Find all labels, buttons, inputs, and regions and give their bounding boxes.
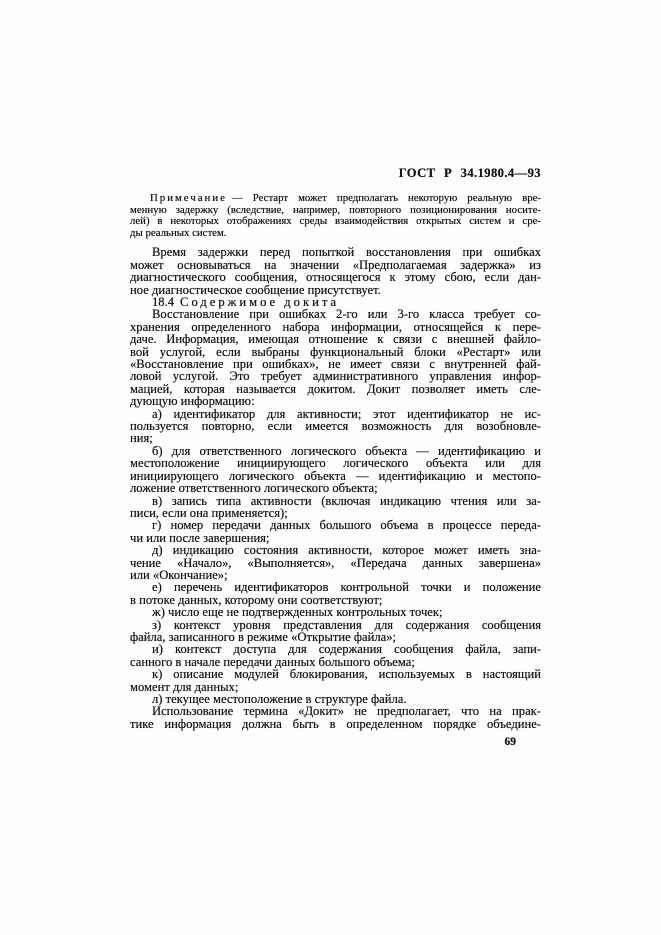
body-text — [130, 246, 541, 730]
text-line: в) запись типа активности (включая индикацию чтения или за- — [152, 493, 541, 508]
text-line: санного в начале передачи данных большого объема; — [130, 654, 415, 669]
list-item-v — [130, 495, 541, 520]
text-line: или «Окончание»; — [130, 567, 228, 582]
section-number: 18.4 — [152, 295, 175, 309]
text-line: л) текущее местоположение в структуре файла. — [152, 692, 407, 706]
text-line: чение «Начало», «Выполняется», «Передача данных завершена» — [130, 555, 541, 570]
text-line: может основываться на значении «Предполагаемая задержка» из — [130, 257, 541, 272]
list-item-zh — [130, 606, 541, 618]
paragraph-docket-intro — [130, 308, 541, 407]
text-line: тике информация должна быть в определенном порядке объедине- — [130, 716, 541, 731]
text-line: Восстановление при ошибках 2-го или 3-го класса требует со- — [152, 307, 541, 322]
note-line: менную задержку (вследствие, например, повторного позиционирования носите- — [130, 203, 541, 216]
text-line: инициирующего логического объекта — идентификацию и местопо- — [130, 468, 541, 483]
text-line: ж) число еще не подтвержденных контрольных точек; — [152, 605, 443, 620]
text-line: г) номер передачи данных большого объема в процессе переда- — [152, 518, 541, 533]
text-line: писи, если она применяется); — [130, 505, 288, 520]
text-line: Использование термина «Докит» не предполагает, что на прак- — [152, 704, 541, 719]
text-line: даче. Информация, имеющая отношение к связи с внешней файло- — [130, 332, 541, 347]
text-line: местоположение инициирующего логического объекта или для — [130, 456, 541, 471]
text-line: и) контекст доступа для содержания сообщения файла, запи- — [152, 642, 541, 657]
text-block — [130, 167, 541, 748]
list-item-b — [130, 445, 541, 495]
list-item-a — [130, 408, 541, 445]
note-label: Примечание — [150, 192, 227, 204]
text-line: вой услугой, если выбраны функциональный блоки «Рестарт» или — [130, 344, 541, 359]
note-line: лей) в некоторых отображениях среды взаимодействия открытых систем и сре- — [130, 215, 541, 228]
text-line: хранения определенного набора информации, относящейся к пере- — [130, 319, 541, 334]
list-item-g — [130, 519, 541, 544]
text-line: з) контекст уровня представления для содержания сообщения — [152, 617, 541, 632]
list-item-z — [130, 619, 541, 644]
note-line: ды реальных систем. — [130, 226, 227, 239]
text-line: «Восстановление при ошибках», не имеет связи с внутренней фай- — [130, 357, 541, 372]
text-line: файла, записанного в режиме «Открытие файла»; — [130, 629, 396, 644]
list-item-d — [130, 544, 541, 581]
note-line-text: — Рестарт может предполагать некоторую реальную вре- — [231, 192, 541, 204]
section-title: Содержимое докита — [180, 295, 340, 309]
text-line: ное диагностическое сообщение присутствует. — [130, 282, 381, 297]
note-line — [130, 193, 541, 205]
text-line: ловой услугой. Это требует административного управления инфор- — [130, 369, 541, 384]
text-line: пользуется повторно, если имеется возможность для возобновле- — [130, 419, 541, 434]
text-line: чи или после завершения; — [130, 530, 270, 545]
text-line: к) описание модулей блокирования, используемых в настоящий — [152, 667, 541, 682]
text-line: д) индикацию состояния активности, которое может иметь зна- — [152, 543, 541, 558]
text-line: дующую информацию: — [130, 394, 255, 409]
text-line: а) идентификатор для активности; этот идентификатор не ис- — [152, 406, 541, 421]
text-line: Время задержки перед попыткой восстановления при ошибках — [152, 245, 541, 260]
text-line: момент для данных; — [130, 679, 239, 694]
list-item-k — [130, 668, 541, 693]
page-number: 69 — [504, 736, 516, 749]
note-paragraph — [130, 193, 541, 239]
text-line: б) для ответственного логического объекта — идентификацию и — [152, 443, 541, 458]
list-item-i — [130, 643, 541, 668]
text-line: диагностического сообщения, относящегося к этому сбою, если дан- — [130, 270, 541, 285]
text-line: ния; — [130, 431, 153, 446]
paragraph-term-usage — [130, 705, 541, 730]
paragraph-delay — [130, 246, 541, 296]
text-line: мацией, которая называется докитом. Докит позволяет иметь сле- — [130, 381, 541, 396]
text-line: ложение ответственного логического объекта; — [130, 481, 378, 496]
list-item-e — [130, 581, 541, 606]
text-line: в потоке данных, которому они соответствуют; — [130, 592, 383, 607]
text-line: е) перечень идентификаторов контрольной точки и положение — [152, 580, 541, 595]
standard-code: ГОСТ Р 34.1980.4—93 — [398, 166, 541, 180]
